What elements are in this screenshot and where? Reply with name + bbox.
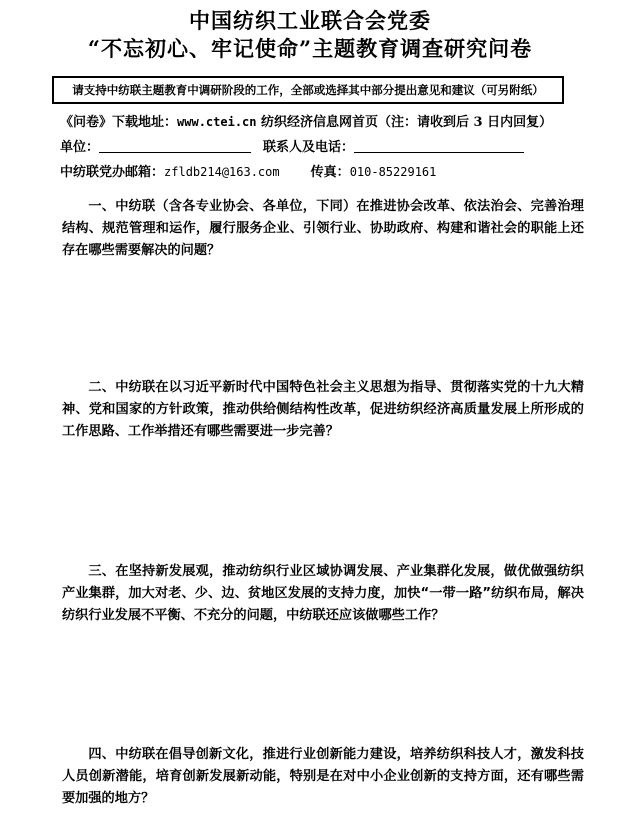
email-label: 中纺联党办邮箱： bbox=[60, 165, 165, 180]
download-line bbox=[60, 113, 552, 132]
unit-contact-line bbox=[60, 138, 524, 157]
document-title-org: 中国纺织工业联合会党委 bbox=[189, 8, 431, 33]
contact-blank-field[interactable] bbox=[354, 138, 524, 153]
unit-blank-field[interactable] bbox=[99, 138, 251, 153]
download-label: 《问卷》下载地址： bbox=[60, 115, 178, 130]
question-2: 二、中纺联在以习近平新时代中国特色社会主义思想为指导、贯彻落实党的十九大精神、党和国家的方针政策，推动供给侧结构性改革，促进纺织经济高质量发展上所形成的工作思路、工作举措还有哪些需要进一步完善？ bbox=[62, 380, 584, 439]
document-title-survey: “不忘初心、牢记使命”主题教育调查研究问卷 bbox=[87, 36, 533, 61]
download-suffix: 纺织经济信息网首页（注：请收到后 3 日内回复） bbox=[261, 115, 553, 130]
unit-label: 单位： bbox=[60, 140, 100, 155]
question-1: 一、中纺联（含各专业协会、各单位，下同）在推进协会改革、依法治会、完善治理结构、规范管理和运作，履行服务企业、引领行业、协助政府、构建和谐社会的职能上还存在哪些需要解决的问题？ bbox=[62, 199, 584, 258]
email-fax-line bbox=[60, 163, 436, 182]
fax-label: 传真： bbox=[310, 165, 350, 180]
fax-number: 010-85229161 bbox=[349, 165, 437, 179]
download-url-link[interactable]: www.ctei.cn bbox=[177, 115, 257, 129]
question-4: 四、中纺联在倡导创新文化，推进行业创新能力建设，培养纺织科技人才，激发科技人员创新潜能，培育创新发展新动能，特别是在对中小企业创新的支持方面，还有哪些需要加强的地方？ bbox=[62, 747, 584, 806]
question-3: 三、在坚持新发展观，推动纺织行业区域协调发展、产业集群化发展，做优做强纺织产业集群，加大对老、少、边、贫地区发展的支持力度，加快“一带一路”纺织布局，解决纺织行业发展不平衡、不充分的问题，中纺联还应该做哪些工作？ bbox=[62, 564, 584, 623]
email-address[interactable]: zfldb214@163.com bbox=[164, 165, 280, 179]
contact-label: 联系人及电话： bbox=[263, 140, 355, 155]
notice-box: 请支持中纺联主题教育中调研阶段的工作，全部或选择其中部分提出意见和建议（可另附纸） bbox=[52, 76, 564, 104]
